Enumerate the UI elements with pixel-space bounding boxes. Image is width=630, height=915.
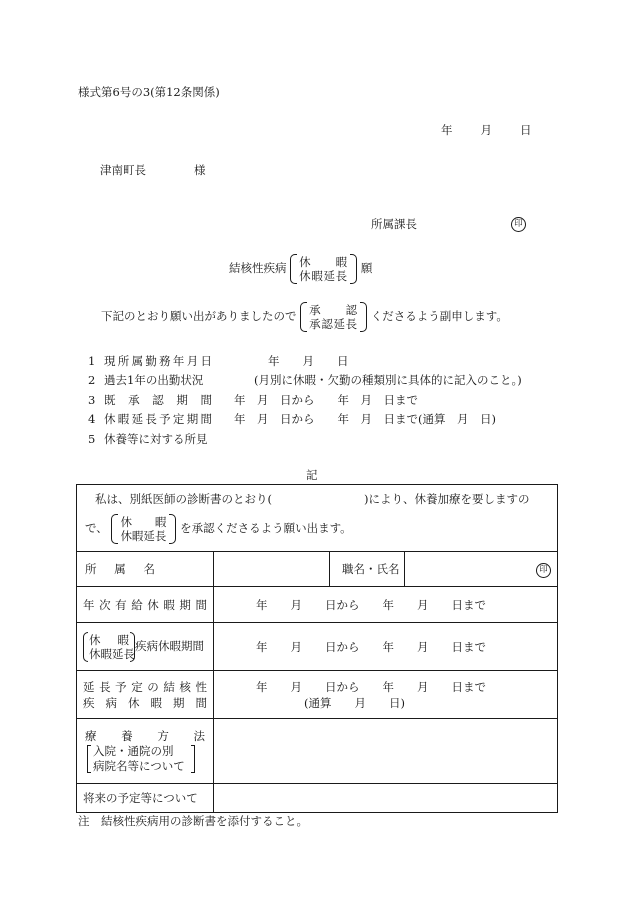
intro-brace (300, 303, 367, 331)
sender-title: 所属課長 (371, 217, 417, 231)
table-row (77, 719, 558, 784)
heading-suffix: 願 (360, 261, 373, 275)
statement-cell (77, 485, 558, 552)
statement-text-2a: で、 (85, 521, 108, 535)
treatment-bracket: 入院・通院の別 病院名等について (87, 744, 195, 774)
statement-text-1b: )により、休養加療を要しますの (364, 492, 530, 506)
treatment-label: 療養方法 入院・通院の別 病院名等について (77, 719, 214, 784)
heading-brace (290, 255, 357, 283)
table-row (77, 587, 558, 623)
date-line (441, 122, 532, 138)
sender-seal (511, 215, 526, 232)
sick-leave-period[interactable]: 年 月 日から 年 月 日まで (214, 623, 558, 671)
sick-leave-brace: 休暇 休暇延長 (83, 633, 135, 661)
heading-option-extension: 休暇延長 (299, 269, 348, 283)
affiliation-label: 所属名 (77, 552, 214, 587)
form-number: 様式第6号の3(第12条関係) (78, 85, 220, 99)
table-row (77, 623, 558, 671)
seal-icon: 印 (536, 563, 551, 578)
sick-leave-label: 休暇 休暇延長 疾病休暇期間 (77, 623, 214, 671)
heading-prefix: 結核性疾病 (229, 261, 287, 275)
intro-option-approve: 承認 (309, 303, 358, 317)
item-list (88, 352, 522, 449)
extension-period[interactable]: 年 月 日から 年 月 日まで (通算 月 日) (214, 671, 558, 719)
document-heading (229, 252, 372, 284)
list-item: 1 現所属勤務年月日 年 月 日 (88, 354, 349, 368)
heading-option-leave: 休暇 (299, 255, 348, 269)
date-month: 月 (480, 123, 492, 137)
application-table (76, 484, 558, 813)
statement-brace: 休暇 休暇延長 (111, 515, 176, 543)
future-value[interactable] (214, 784, 558, 813)
statement-text-2b: を承認くださるよう願い出ます。 (180, 521, 352, 535)
date-year: 年 (441, 123, 453, 137)
footnote: 注 結核性疾病用の診断書を添付すること。 (78, 814, 308, 828)
list-item: 3 既承認期間 年 月 日から 年 月 日まで (88, 392, 418, 407)
addressee-name: 津南町長 (100, 163, 146, 177)
intro-before: 下記のとおり願い出がありましたので (101, 309, 297, 323)
table-row (77, 552, 558, 587)
intro-option-approve-extension: 承認延長 (309, 317, 358, 331)
annual-leave-label: 年次有給休暇期間 (77, 587, 214, 623)
list-item: 4 休暇延長予定期間 年 月 日から 年 月 日まで(通算 月 日) (88, 412, 496, 427)
table-row (77, 485, 558, 552)
position-name-label: 職名・氏名 (330, 552, 405, 587)
date-day: 日 (520, 123, 532, 137)
intro-after: くださるよう副申します。 (370, 309, 508, 323)
annual-leave-period[interactable]: 年 月 日から 年 月 日まで (214, 587, 558, 623)
affiliation-value[interactable] (214, 552, 330, 587)
future-label: 将来の予定等について (77, 784, 214, 813)
addressee (100, 162, 206, 178)
treatment-value[interactable] (214, 719, 558, 784)
seal-icon: 印 (511, 217, 526, 232)
list-item: 5 休養等に対する所見 (88, 431, 208, 446)
table-row (77, 784, 558, 813)
table-row (77, 671, 558, 719)
addressee-honorific: 様 (194, 163, 206, 177)
position-name-value[interactable] (405, 552, 558, 587)
statement-text-1a: 私は、別紙医師の診断書のとおり( (95, 492, 272, 506)
list-item: 2 過去1年の出勤状況 (月別に休暇・欠勤の種類別に具体的に記入のこと。) (88, 373, 522, 388)
extension-label: 延長予定の結核性 疾病休暇期間 (77, 671, 214, 719)
ki-marker: 記 (306, 468, 318, 482)
intro-sentence (101, 300, 508, 332)
